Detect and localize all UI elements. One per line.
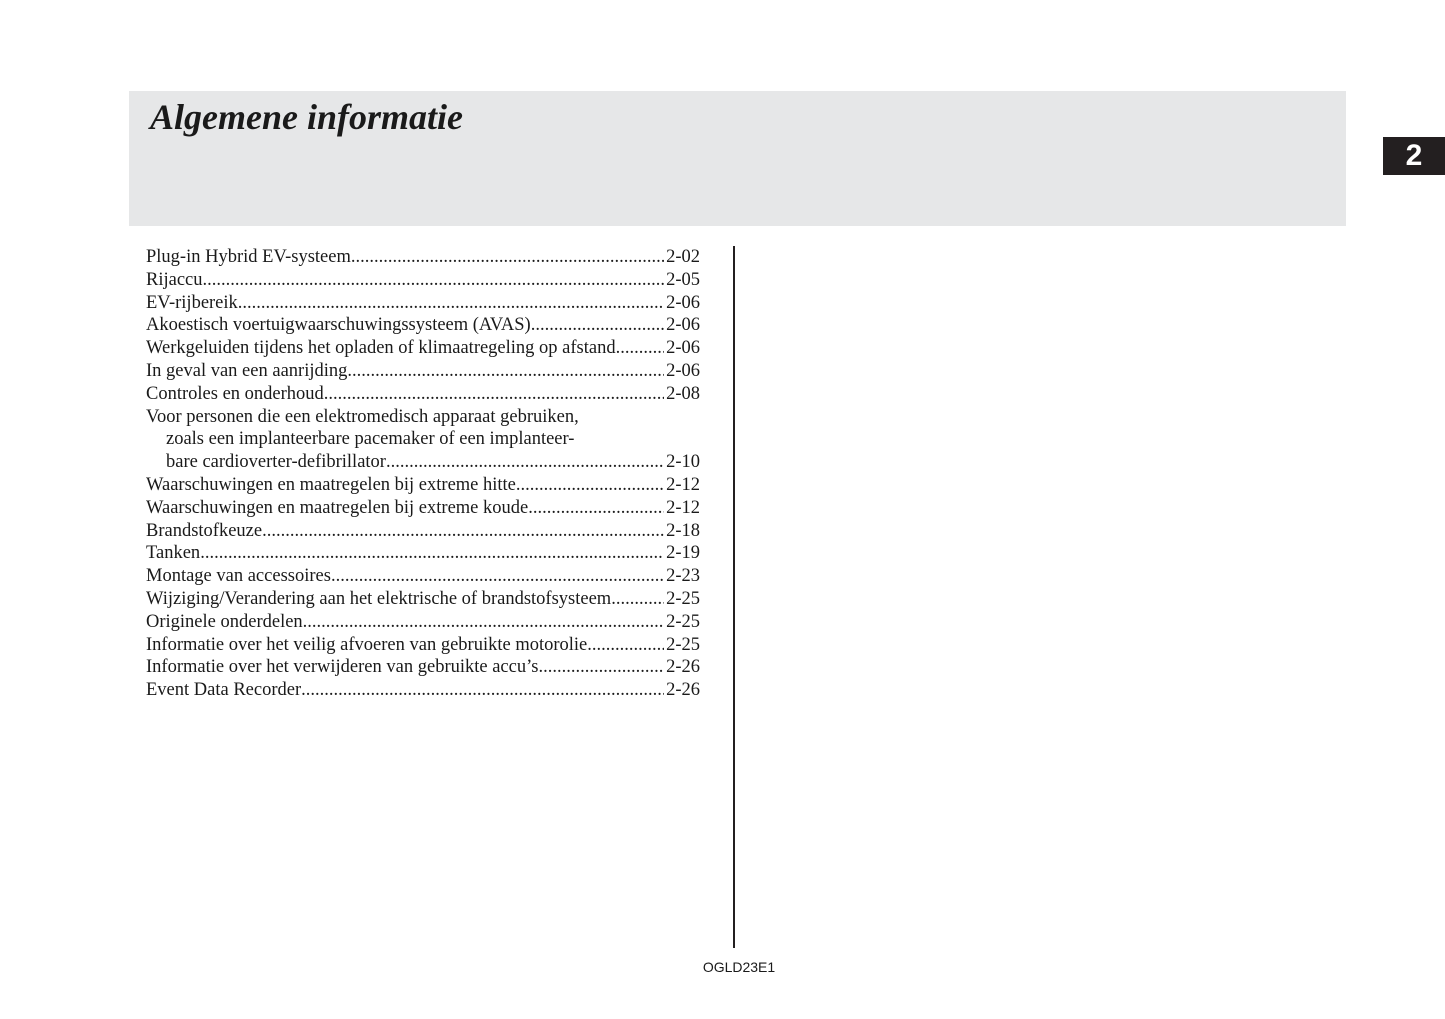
toc-entry-title: Waarschuwingen en maatregelen bij extreme hitte (146, 474, 516, 495)
toc-entry-line (146, 451, 700, 474)
toc-entry-line (146, 337, 700, 360)
toc-entry-line (146, 314, 700, 337)
chapter-header-band (129, 91, 1346, 226)
toc-leader-dots (331, 565, 664, 588)
toc-entry[interactable] (146, 292, 700, 315)
toc-leader-dots (616, 337, 664, 360)
toc-entry[interactable] (146, 406, 700, 474)
toc-page-number[interactable]: 2-05 (666, 269, 700, 290)
toc-entry-line (146, 406, 700, 429)
toc-page-number[interactable]: 2-06 (666, 292, 700, 313)
toc-page-number[interactable]: 2-25 (666, 611, 700, 632)
toc-page-number[interactable]: 2-18 (666, 520, 700, 541)
toc-entry[interactable] (146, 314, 700, 337)
toc-page-number[interactable]: 2-25 (666, 588, 700, 609)
toc-entry-line (146, 383, 700, 406)
toc-page-number[interactable]: 2-10 (666, 452, 700, 473)
toc-entry-line (146, 292, 700, 315)
toc-entry-title: bare cardioverter-defibrillator (166, 452, 386, 473)
toc-entry[interactable] (146, 520, 700, 543)
toc-leader-dots (203, 269, 665, 292)
toc-entry-title: Tanken (146, 543, 201, 564)
toc-entry[interactable] (146, 565, 700, 588)
toc-entry-line (146, 246, 700, 269)
toc-entry-title: Informatie over het verwijderen van gebruikte accu’s (146, 657, 539, 678)
toc-entry-title: Plug-in Hybrid EV-systeem (146, 247, 351, 267)
toc-entry-title: zoals een implanteerbare pacemaker of een implanteer- (166, 429, 575, 450)
toc-leader-dots (324, 383, 664, 406)
toc-leader-dots (238, 292, 664, 315)
toc-entry-title: Informatie over het veilig afvoeren van gebruikte motorolie (146, 634, 588, 655)
toc-page-number[interactable]: 2-26 (666, 657, 700, 678)
toc-entry-line (146, 588, 700, 611)
toc-entry-line (146, 428, 700, 451)
toc-entry[interactable] (146, 337, 700, 360)
toc-leader-dots (386, 451, 664, 474)
chapter-title: Algemene informatie (150, 97, 463, 137)
toc-entry-line (146, 269, 700, 292)
toc-page-number[interactable]: 2-06 (666, 338, 700, 359)
toc-entry-title: Originele onderdelen (146, 611, 303, 632)
toc-leader-dots (516, 474, 664, 497)
toc-entry-title: EV-rijbereik (146, 292, 238, 313)
toc-entry-title: Waarschuwingen en maatregelen bij extreme koude (146, 497, 529, 518)
toc-entry[interactable] (146, 679, 700, 702)
toc-leader-dots (351, 246, 664, 269)
chapter-number-tab[interactable]: 2 (1383, 137, 1445, 175)
toc-entry-line (146, 611, 700, 634)
toc-entry-line (146, 565, 700, 588)
toc-entry-title: Brandstofkeuze (146, 520, 263, 541)
toc-entry[interactable] (146, 269, 700, 292)
toc-page-number[interactable]: 2-06 (666, 315, 700, 336)
toc-entry-title: Event Data Recorder (146, 680, 302, 701)
toc-leader-dots (611, 588, 664, 611)
toc-leader-dots (347, 360, 664, 383)
toc-page-number[interactable]: 2-19 (666, 543, 700, 564)
toc-entry-line (146, 656, 700, 679)
toc-entry-title: Voor personen die een elektromedisch apparaat gebruiken, (146, 406, 579, 427)
toc-leader-dots (587, 634, 664, 657)
toc-entry-line (146, 497, 700, 520)
document-code: OGLD23E1 (702, 959, 776, 975)
toc-entry-title: Montage van accessoires (146, 566, 331, 587)
toc-entry[interactable] (146, 383, 700, 406)
toc-entry-title: Werkgeluiden tijdens het opladen of klimaatregeling op afstand (146, 338, 616, 359)
toc-entry[interactable] (146, 474, 700, 497)
toc-entry[interactable] (146, 542, 700, 565)
toc-page-number[interactable]: 2-02 (666, 247, 700, 267)
toc-entry-title: In geval van een aanrijding (146, 360, 348, 381)
table-of-contents (146, 246, 700, 702)
toc-leader-dots (262, 520, 664, 543)
toc-page-number[interactable]: 2-25 (666, 634, 700, 655)
toc-page-number[interactable]: 2-12 (666, 474, 700, 495)
toc-leader-dots (531, 314, 664, 337)
toc-page-number[interactable]: 2-26 (666, 680, 700, 701)
toc-entry-title: Akoestisch voertuigwaarschuwingssysteem (AVAS) (146, 315, 531, 336)
toc-entry-line (146, 360, 700, 383)
toc-leader-dots (528, 497, 664, 520)
toc-entry-line (146, 542, 700, 565)
toc-entry-title: Wijziging/Verandering aan het elektrische of brandstofsysteem (146, 588, 612, 609)
toc-entry-title: Rijaccu (146, 269, 203, 290)
toc-page-number[interactable]: 2-06 (666, 360, 700, 381)
toc-leader-dots (303, 611, 664, 634)
toc-page-number[interactable]: 2-08 (666, 383, 700, 404)
toc-entry[interactable] (146, 360, 700, 383)
toc-leader-dots (538, 656, 664, 679)
toc-entry-line (146, 520, 700, 543)
toc-entry-title: Controles en onderhoud (146, 383, 324, 404)
toc-entry[interactable] (146, 497, 700, 520)
toc-entry[interactable] (146, 634, 700, 657)
toc-entry-line (146, 474, 700, 497)
toc-page-number[interactable]: 2-23 (666, 566, 700, 587)
toc-leader-dots (200, 542, 664, 565)
toc-entry[interactable] (146, 656, 700, 679)
toc-entry[interactable] (146, 588, 700, 611)
toc-page-number[interactable]: 2-12 (666, 497, 700, 518)
toc-entry[interactable] (146, 611, 700, 634)
toc-leader-dots (301, 679, 664, 702)
column-divider (733, 246, 735, 948)
toc-entry-line (146, 634, 700, 657)
toc-entry-line (146, 679, 700, 702)
toc-entry[interactable] (146, 246, 700, 269)
